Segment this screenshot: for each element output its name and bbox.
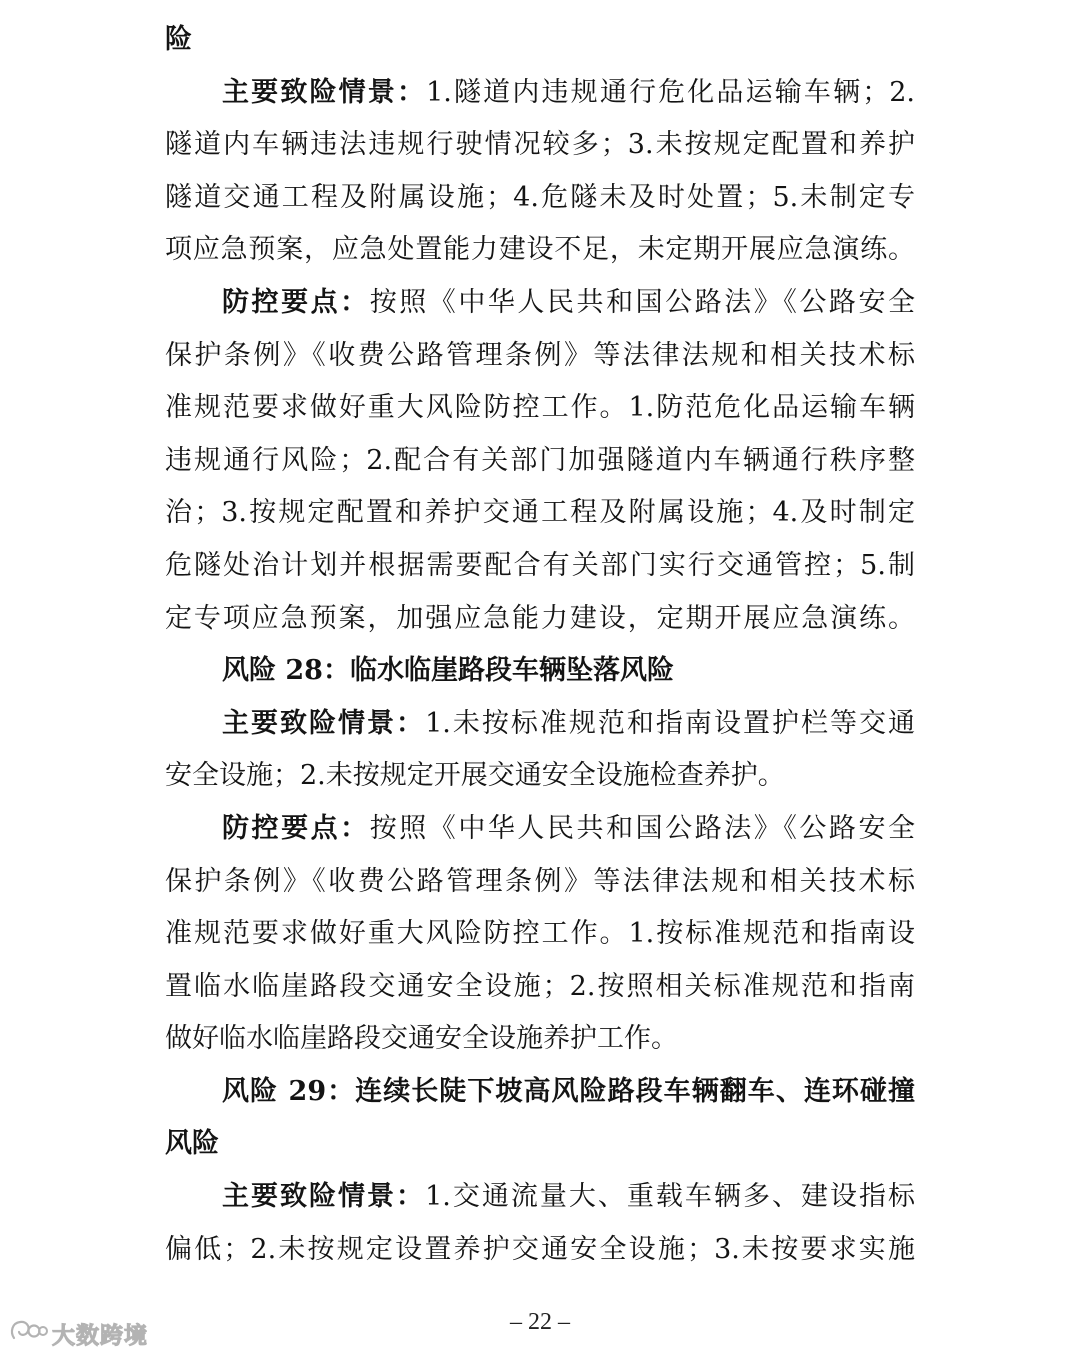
heading-continuation xyxy=(165,14,915,67)
text-line: 危隧处治计划并根据需要配合有关部门实行交通管控；5.制 xyxy=(165,549,915,581)
paragraph-label: 防控要点： xyxy=(222,286,370,318)
document-body xyxy=(165,14,915,1276)
section-heading-risk-29 xyxy=(165,1066,915,1171)
text-segment: 1.未按标准规范和指南设置护栏等交通 xyxy=(425,707,915,739)
text-line: 保护条例》《收费公路管理条例》等法律法规和相关技术标 xyxy=(165,865,915,897)
watermark xyxy=(8,1316,148,1350)
paragraph-label: 主要致险情景： xyxy=(222,76,427,108)
watermark-text: 大数跨境 xyxy=(52,1322,148,1349)
brand-logo-icon xyxy=(8,1316,48,1350)
paragraph-label: 主要致险情景： xyxy=(222,707,426,739)
text-line xyxy=(165,803,915,856)
section-heading-risk-28 xyxy=(165,645,915,698)
page-number: – 22 – xyxy=(510,1309,570,1335)
paragraph-control-points xyxy=(165,277,915,645)
text-segment: 1.交通流量大、重载车辆多、建设指标 xyxy=(425,1181,915,1213)
paragraph-control-points xyxy=(165,803,915,1066)
text-line: 准规范要求做好重大风险防控工作。1.防范危化品运输车辆 xyxy=(165,392,915,424)
text-line: 置临水临崖路段交通安全设施；2.按照相关标准规范和指南 xyxy=(165,970,915,1002)
text-line: 保护条例》《收费公路管理条例》等法律法规和相关技术标 xyxy=(165,339,915,371)
text-line: 风险 xyxy=(165,1128,219,1160)
text-line xyxy=(165,67,915,120)
paragraph-label: 主要致险情景： xyxy=(222,1181,426,1213)
paragraph-main-risk-scenarios xyxy=(165,698,915,803)
text-line xyxy=(165,1171,915,1224)
text-line xyxy=(165,698,915,751)
paragraph-main-risk-scenarios xyxy=(165,67,915,277)
text-line: 准规范要求做好重大风险防控工作。1.按标准规范和指南设 xyxy=(165,918,915,950)
text-line: 风险 29：连续长陡下坡高风险路段车辆翻车、连环碰撞 xyxy=(222,1075,915,1107)
paragraph-main-risk-scenarios xyxy=(165,1171,915,1276)
text-line: 隧道交通工程及附属设施；4.危隧未及时处置；5.未制定专 xyxy=(165,181,915,213)
text-segment: 1.隧道内违规通行危化品运输车辆；2. xyxy=(426,76,915,108)
text-line: 隧道内车辆违法违规行驶情况较多；3.未按规定配置和养护 xyxy=(165,129,915,161)
text-line: 项应急预案，应急处置能力建设不足，未定期开展应急演练。 xyxy=(165,234,915,266)
text-line: 安全设施；2.未按规定开展交通安全设施检查养护。 xyxy=(165,760,785,792)
text-line: 风险 28：临水临崖路段车辆坠落风险 xyxy=(222,655,674,687)
text-line: 定专项应急预案，加强应急能力建设，定期开展应急演练。 xyxy=(165,602,915,634)
text-line xyxy=(165,277,915,330)
text-line: 偏低；2.未按规定设置养护交通安全设施；3.未按要求实施 xyxy=(165,1233,915,1265)
text-line: 做好临水临崖路段交通安全设施养护工作。 xyxy=(165,1023,678,1055)
text-segment: 按照《中华人民共和国公路法》《公路安全 xyxy=(369,812,915,844)
text-segment: 按照《中华人民共和国公路法》《公路安全 xyxy=(369,286,915,318)
text-line: 治；3.按规定配置和养护交通工程及附属设施；4.及时制定 xyxy=(165,497,915,529)
paragraph-label: 防控要点： xyxy=(222,812,370,844)
text-line: 违规通行风险；2.配合有关部门加强隧道内车辆通行秩序整 xyxy=(165,444,915,476)
text-line: 险 xyxy=(165,24,192,55)
